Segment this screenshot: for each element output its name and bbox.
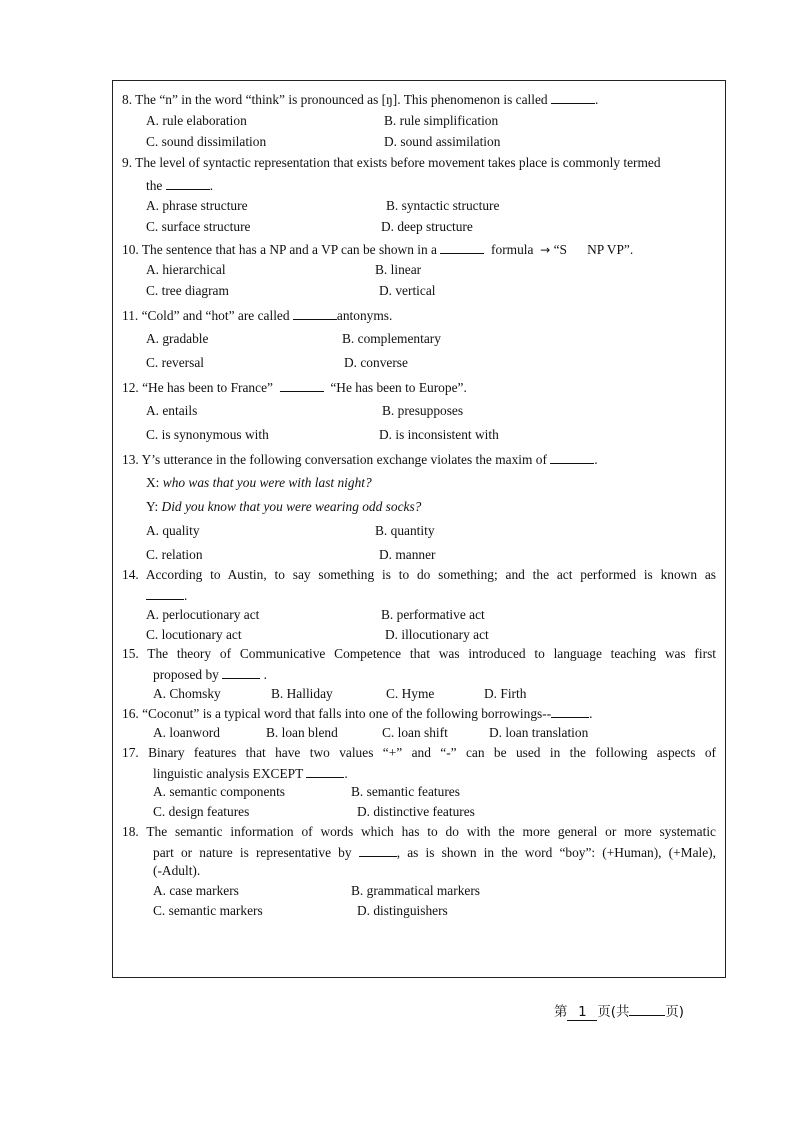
question-18-stem: 18. The semantic information of words which has to do with the more general or more systematic bbox=[122, 824, 716, 839]
question-8-stem: 8. The “n” in the word “think” is pronounced as [ŋ]. This phenomenon is called . bbox=[122, 92, 599, 107]
answer-blank[interactable] bbox=[293, 307, 337, 320]
question-8-option-b[interactable]: B. rule simplification bbox=[384, 113, 499, 128]
question-14-option-a[interactable]: A. perlocutionary act bbox=[146, 607, 260, 622]
question-18-stem-cont2: (-Adult). bbox=[153, 863, 201, 878]
page-number-footer: 第 1 页(共 页) bbox=[554, 1005, 685, 1020]
question-9-stem: 9. The level of syntactic representation that exists before movement takes place is commonly termed bbox=[122, 155, 661, 170]
question-9-option-b[interactable]: B. syntactic structure bbox=[386, 198, 500, 213]
question-16-option-d[interactable]: D. loan translation bbox=[489, 725, 589, 740]
question-17-option-b[interactable]: B. semantic features bbox=[351, 784, 460, 799]
question-16-option-c[interactable]: C. loan shift bbox=[382, 725, 448, 740]
total-pages bbox=[629, 1015, 665, 1016]
answer-blank[interactable] bbox=[222, 666, 260, 679]
question-14-stem: 14. According to Austin, to say something is to do something; and the act performed is known as bbox=[122, 567, 716, 582]
question-9-option-a[interactable]: A. phrase structure bbox=[146, 198, 248, 213]
answer-blank[interactable] bbox=[306, 765, 344, 778]
question-15-option-a[interactable]: A. Chomsky bbox=[153, 686, 221, 701]
answer-blank[interactable] bbox=[551, 91, 595, 104]
question-18-option-d[interactable]: D. distinguishers bbox=[357, 903, 448, 918]
answer-blank[interactable] bbox=[359, 844, 397, 857]
question-18-option-b[interactable]: B. grammatical markers bbox=[351, 883, 481, 898]
question-17-stem: 17. Binary features that have two values “+” and “-” can be used in the following aspects of bbox=[122, 745, 716, 760]
question-18-option-c[interactable]: C. semantic markers bbox=[153, 903, 263, 918]
question-9-option-c[interactable]: C. surface structure bbox=[146, 219, 251, 234]
question-14-option-b[interactable]: B. performative act bbox=[381, 607, 485, 622]
question-11-option-d[interactable]: D. converse bbox=[344, 355, 408, 370]
question-13-option-a[interactable]: A. quality bbox=[146, 523, 200, 538]
question-10-stem: 10. The sentence that has a NP and a VP can be shown in a formula → “S NP VP”. bbox=[122, 242, 634, 257]
question-10-option-a[interactable]: A. hierarchical bbox=[146, 262, 226, 277]
question-15-option-d[interactable]: D. Firth bbox=[484, 686, 527, 701]
dialogue-line-y: Y: Did you know that you were wearing odd socks? bbox=[146, 499, 422, 514]
question-8-option-a[interactable]: A. rule elaboration bbox=[146, 113, 247, 128]
question-17-option-a[interactable]: A. semantic components bbox=[153, 784, 286, 799]
question-15-stem: 15. The theory of Communicative Competence that was introduced to language teaching was first bbox=[122, 646, 716, 661]
question-12-option-b[interactable]: B. presupposes bbox=[382, 403, 464, 418]
question-16-option-b[interactable]: B. loan blend bbox=[266, 725, 338, 740]
answer-blank[interactable] bbox=[166, 177, 210, 190]
answer-blank[interactable] bbox=[146, 587, 184, 600]
question-16-stem: 16. “Coconut” is a typical word that falls into one of the following borrowings-- . bbox=[122, 706, 593, 721]
question-13-option-d[interactable]: D. manner bbox=[379, 547, 436, 562]
answer-blank[interactable] bbox=[550, 451, 594, 464]
question-8-option-c[interactable]: C. sound dissimilation bbox=[146, 134, 267, 149]
question-10-option-d[interactable]: D. vertical bbox=[379, 283, 436, 298]
question-12-stem: 12. “He has been to France” “He has been to Europe”. bbox=[122, 380, 467, 395]
question-11-option-b[interactable]: B. complementary bbox=[342, 331, 441, 346]
question-12-option-c[interactable]: C. is synonymous with bbox=[146, 427, 269, 442]
question-16-option-a[interactable]: A. loanword bbox=[153, 725, 220, 740]
question-14-stem-cont: . bbox=[146, 587, 187, 604]
arrow-icon: → bbox=[540, 243, 551, 257]
answer-blank[interactable] bbox=[440, 241, 484, 254]
question-14-option-c[interactable]: C. locutionary act bbox=[146, 627, 242, 642]
dialogue-line-x: X: who was that you were with last night? bbox=[146, 475, 372, 490]
question-13-stem: 13. Y’s utterance in the following conversation exchange violates the maxim of . bbox=[122, 452, 598, 467]
question-12-option-d[interactable]: D. is inconsistent with bbox=[379, 427, 499, 442]
question-14-option-d[interactable]: D. illocutionary act bbox=[385, 627, 489, 642]
question-18-stem-cont: part or nature is representative by , as is shown in the word “boy”: (+Human), (+Male), bbox=[153, 845, 716, 860]
question-18-option-a[interactable]: A. case markers bbox=[153, 883, 239, 898]
question-17-option-c[interactable]: C. design features bbox=[153, 804, 250, 819]
question-15-stem-cont: proposed by . bbox=[153, 667, 267, 682]
question-9-option-d[interactable]: D. deep structure bbox=[381, 219, 473, 234]
question-13-option-c[interactable]: C. relation bbox=[146, 547, 203, 562]
question-17-option-d[interactable]: D. distinctive features bbox=[357, 804, 475, 819]
answer-blank[interactable] bbox=[551, 705, 589, 718]
question-17-stem-cont: linguistic analysis EXCEPT . bbox=[153, 766, 348, 781]
question-11-option-c[interactable]: C. reversal bbox=[146, 355, 205, 370]
question-8-option-d[interactable]: D. sound assimilation bbox=[384, 134, 501, 149]
question-15-option-b[interactable]: B. Halliday bbox=[271, 686, 333, 701]
question-10-option-b[interactable]: B. linear bbox=[375, 262, 422, 277]
question-9-stem-cont: the . bbox=[146, 178, 214, 193]
question-15-option-c[interactable]: C. Hyme bbox=[386, 686, 435, 701]
question-13-option-b[interactable]: B. quantity bbox=[375, 523, 435, 538]
question-11-option-a[interactable]: A. gradable bbox=[146, 331, 209, 346]
question-11-stem: 11. “Cold” and “hot” are called antonyms. bbox=[122, 308, 393, 323]
current-page-number: 1 bbox=[567, 1005, 597, 1021]
question-12-option-a[interactable]: A. entails bbox=[146, 403, 198, 418]
question-10-option-c[interactable]: C. tree diagram bbox=[146, 283, 229, 298]
answer-blank[interactable] bbox=[280, 379, 324, 392]
